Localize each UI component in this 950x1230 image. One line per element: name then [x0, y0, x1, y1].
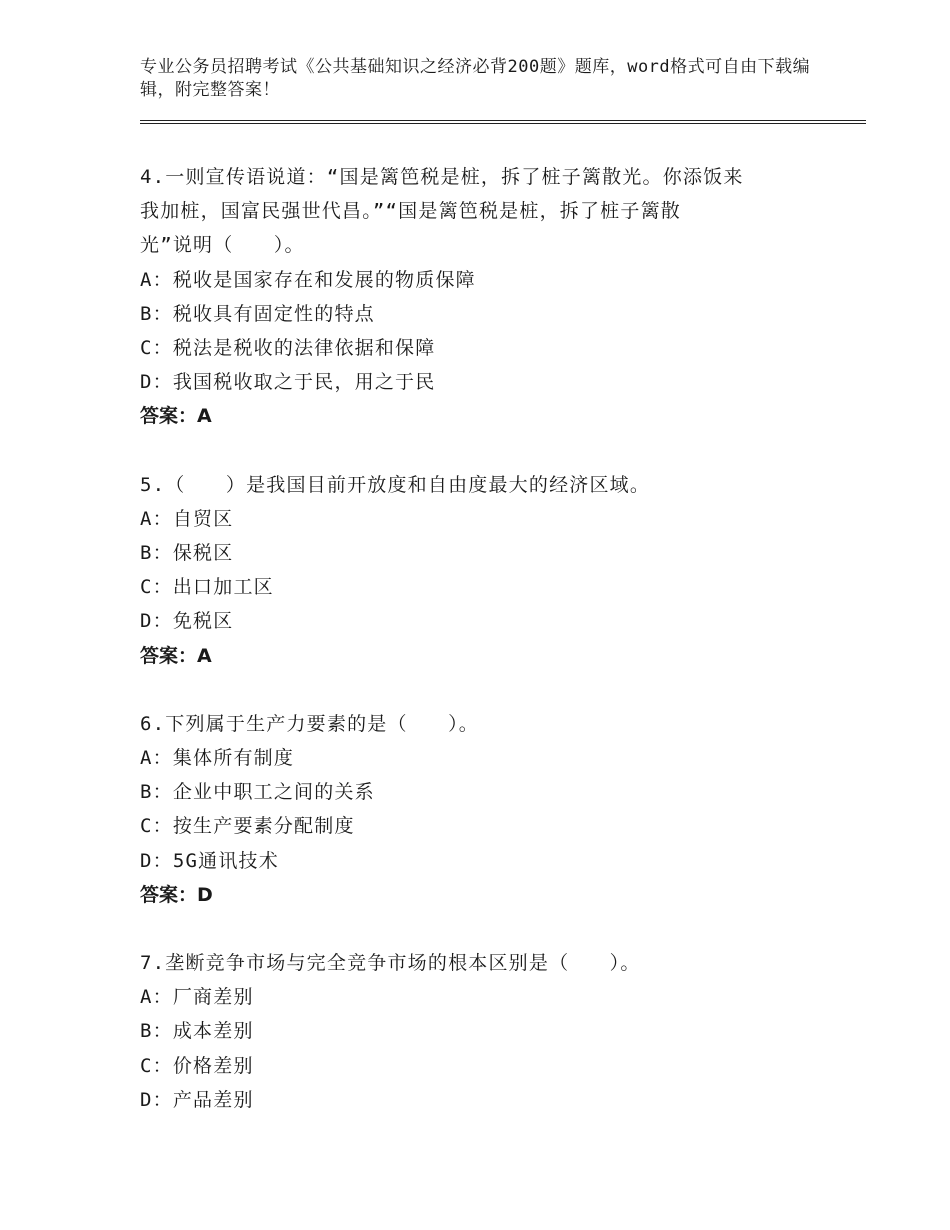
option-b: B：企业中职工之间的关系 [140, 781, 375, 804]
option-a: A：集体所有制度 [140, 747, 295, 770]
question-stem-line: 7.垄断竞争市场与完全竞争市场的根本区别是（ ）。 [140, 952, 641, 975]
question-stem-line: 6.下列属于生产力要素的是（ ）。 [140, 712, 479, 735]
question-5 [140, 468, 840, 673]
option-d: D：我国税收取之于民，用之于民 [140, 371, 436, 394]
option-c: C：价格差别 [140, 1054, 254, 1077]
answer-label: 答案：D [140, 883, 213, 906]
question-spacer [140, 434, 840, 468]
option-c: C：按生产要素分配制度 [140, 815, 355, 838]
question-list [140, 160, 840, 1117]
question-7 [140, 946, 840, 1117]
option-a: A：税收是国家存在和发展的物质保障 [140, 268, 476, 291]
option-b: B：税收具有固定性的特点 [140, 302, 375, 325]
question-4 [140, 160, 840, 434]
question-6 [140, 707, 840, 912]
question-stem-line: 我加桩，国富民强世代昌。”“国是篱笆税是桩，拆了桩子篱散 [140, 200, 681, 223]
header-divider-bottom [140, 123, 866, 124]
question-stem-line: 光”说明（ ）。 [140, 234, 305, 257]
option-c: C：出口加工区 [140, 576, 274, 599]
option-d: D：产品差别 [140, 1088, 254, 1111]
option-d: D：5G通讯技术 [140, 849, 279, 872]
question-stem-line: 4.一则宣传语说道：“国是篱笆税是桩，拆了桩子篱散光。你添饭来 [140, 166, 744, 188]
answer-label: 答案：A [140, 405, 212, 428]
option-b: B：成本差别 [140, 1020, 254, 1043]
option-a: A：厂商差别 [140, 986, 254, 1009]
document-header: 专业公务员招聘考试《公共基础知识之经济必背200题》题库，word格式可自由下载编辑，附完整答案！ [140, 57, 811, 100]
option-d: D：免税区 [140, 610, 234, 633]
answer-label: 答案：A [140, 644, 212, 667]
option-c: C：税法是税收的法律依据和保障 [140, 337, 436, 360]
option-b: B：保税区 [140, 542, 234, 565]
question-stem-line: 5.（ ）是我国目前开放度和自由度最大的经济区域。 [140, 473, 651, 496]
question-spacer [140, 912, 840, 946]
option-a: A：自贸区 [140, 507, 234, 530]
question-spacer [140, 673, 840, 707]
header-divider-top [140, 120, 866, 121]
